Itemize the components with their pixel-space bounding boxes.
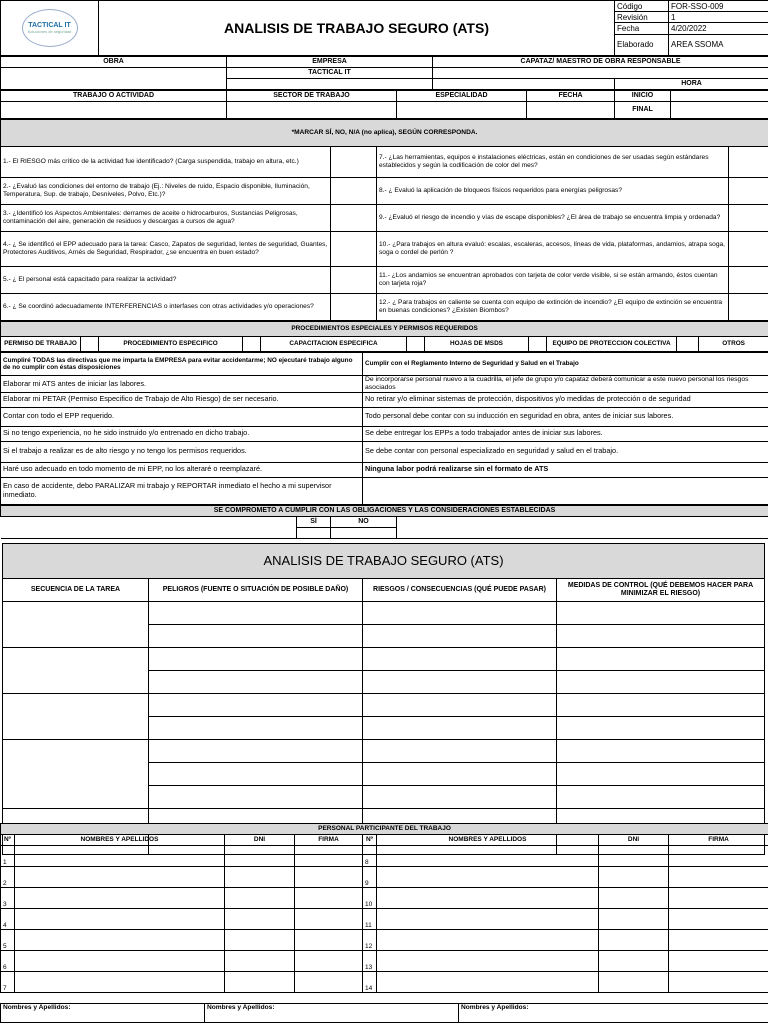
dni-field[interactable] xyxy=(599,930,669,951)
question-4: 4.- ¿ Se identificó el EPP adecuado para la tarea: Casco, Zapatos de seguridad, lentes de seguridad, Guantes, Protectores Auditivos, Arnés de Seguridad, Respirador, ¿se encuentra en buen estado? xyxy=(1,232,331,267)
peligro-cell[interactable] xyxy=(149,740,363,763)
answer-6[interactable] xyxy=(331,294,377,321)
form-title: ANALISIS DE TRABAJO SEGURO (ATS) xyxy=(99,1,615,56)
personal-table xyxy=(0,823,768,993)
nombre-field[interactable] xyxy=(15,867,225,888)
row-number: 7 xyxy=(1,972,15,993)
question-1: 1.- El RIESGO más crítico de la actividad fue identificado? (Carga suspendida, trabajo en altura, etc.) xyxy=(1,147,331,178)
firma-header: FIRMA xyxy=(295,835,363,846)
riesgo-cell[interactable] xyxy=(363,625,557,648)
medida-cell[interactable] xyxy=(557,763,765,786)
peligro-cell[interactable] xyxy=(149,694,363,717)
nombre-field[interactable] xyxy=(15,951,225,972)
personal-band: PERSONAL PARTICIPANTE DEL TRABAJO xyxy=(1,824,768,835)
firma-field[interactable] xyxy=(295,909,363,930)
sector-label: SECTOR DE TRABAJO xyxy=(227,91,397,102)
row-number: 11 xyxy=(363,909,377,930)
commit-spacer-left-2 xyxy=(1,527,297,538)
nombre-field[interactable] xyxy=(377,909,599,930)
peligro-cell[interactable] xyxy=(149,648,363,671)
dni-field[interactable] xyxy=(599,888,669,909)
answer-1[interactable] xyxy=(331,147,377,178)
nombres-header-right: NOMBRES Y APELLIDOS xyxy=(377,835,599,846)
commit-no-label: NO xyxy=(331,516,397,527)
medida-cell[interactable] xyxy=(557,786,765,809)
firma-field[interactable] xyxy=(669,867,768,888)
hora-label: HORA xyxy=(615,79,768,90)
dni-field[interactable] xyxy=(599,951,669,972)
peligro-cell[interactable] xyxy=(149,717,363,740)
row-number: 12 xyxy=(363,930,377,951)
commit-spacer-left xyxy=(1,516,297,527)
firma-field[interactable] xyxy=(295,846,363,867)
answer-3[interactable] xyxy=(331,205,377,232)
firma-field[interactable] xyxy=(295,951,363,972)
question-3: 3.- ¿Identificó los Aspectos Ambientales: derrames de aceite o hidrocarburos, Sustancias Peligrosas, contaminación del aire, generación de residuos y descargas a cursos de agua? xyxy=(1,205,331,232)
otros-label: OTROS xyxy=(699,337,768,352)
nombre-field[interactable] xyxy=(377,867,599,888)
medida-cell[interactable] xyxy=(557,625,765,648)
peligro-cell[interactable] xyxy=(149,671,363,694)
rule-right-3: No retirar y/o eliminar sistemas de protección, dispositivos y/o medidas de protección o de seguridad xyxy=(363,392,768,407)
inicio-label: INICIO xyxy=(615,91,671,102)
firma-header-right: FIRMA xyxy=(669,835,768,846)
answer-7[interactable] xyxy=(729,147,768,178)
peligros-header: PELIGROS (FUENTE O SITUACIÓN DE POSIBLE DAÑO) xyxy=(149,579,363,602)
riesgo-cell[interactable] xyxy=(363,763,557,786)
question-10: 10.- ¿Para trabajos en altura evaluó: escalas, escaleras, accesos, líneas de vida, plataformas, andamios, atrapa soga, soga o cordel de perlón ? xyxy=(377,232,729,267)
row-number: 10 xyxy=(363,888,377,909)
firma-field[interactable] xyxy=(669,888,768,909)
rule-right-6: Se debe contar con personal especializado en seguridad y salud en el trabajo. xyxy=(363,441,768,462)
question-6: 6.- ¿ Se coordinó adecuadamente INTERFERENCIAS o interfases con otras actividades y/o operaciones? xyxy=(1,294,331,321)
equipo-proteccion-label: EQUIPO DE PROTECCION COLECTIVA xyxy=(547,337,677,352)
tactical-it-logo xyxy=(22,9,78,47)
dni-field[interactable] xyxy=(225,888,295,909)
commit-spacer-right-2 xyxy=(397,527,768,538)
firma-field[interactable] xyxy=(669,972,768,993)
section-ats-analysis xyxy=(2,543,764,855)
question-8: 8.- ¿ Evaluó la aplicación de bloqueos físicos requeridos para energías peligrosas? xyxy=(377,178,729,205)
section-personal xyxy=(0,823,768,993)
revision-label: Revisión xyxy=(615,12,669,23)
peligro-cell[interactable] xyxy=(149,602,363,625)
empresa-label: EMPRESA xyxy=(227,57,433,68)
commit-no-check[interactable] xyxy=(331,527,397,538)
permiso-trabajo-label: PERMISO DE TRABAJO xyxy=(1,337,81,352)
especialidad-label: ESPECIALIDAD xyxy=(397,91,527,102)
rule-right-2: De incorporarse personal nuevo a la cuadrilla, el jefe de grupo y/o capataz deberá comunicar a este nuevo personal los riesgos asociados xyxy=(363,376,768,393)
row-number: 2 xyxy=(1,867,15,888)
obra-label: OBRA xyxy=(1,57,227,68)
rule-left-4: Contar con todo el EPP requerido. xyxy=(1,407,363,426)
medida-cell[interactable] xyxy=(557,648,765,671)
peligro-cell[interactable] xyxy=(149,786,363,809)
capacitacion-especifica-label: CAPACITACION ESPECIFICA xyxy=(261,337,407,352)
trabajo-field[interactable] xyxy=(1,102,227,119)
rule-left-3: Elaborar mi PETAR (Permiso Especifico de Trabajo de Alto Riesgo) de ser necesario. xyxy=(1,392,363,407)
row-number: 4 xyxy=(1,909,15,930)
nombre-field[interactable] xyxy=(377,888,599,909)
row-number: 5 xyxy=(1,930,15,951)
form-header xyxy=(0,0,768,56)
dni-field[interactable] xyxy=(225,867,295,888)
dni-field[interactable] xyxy=(599,867,669,888)
row-number: 6 xyxy=(1,951,15,972)
firma-field[interactable] xyxy=(669,909,768,930)
nombre-field[interactable] xyxy=(377,930,599,951)
answer-2[interactable] xyxy=(331,178,377,205)
answer-12[interactable] xyxy=(729,294,768,321)
final-label: FINAL xyxy=(615,102,671,119)
secuencia-header: SECUENCIA DE LA TAREA xyxy=(3,579,149,602)
commit-table xyxy=(0,505,768,539)
answer-11[interactable] xyxy=(729,267,768,294)
secuencia-cell[interactable] xyxy=(3,602,149,648)
rule-right-1: Cumplir con el Reglamento Interno de Seguridad y Salud en el Trabajo xyxy=(363,353,768,376)
codigo-label: Código xyxy=(615,1,669,12)
codigo-value: FOR-SSO-009 xyxy=(669,1,768,12)
capataz-field[interactable] xyxy=(433,68,768,79)
logo-subtext: Soluciones de seguridad xyxy=(27,28,72,34)
dni-field[interactable] xyxy=(225,909,295,930)
answer-8[interactable] xyxy=(729,178,768,205)
rule-right-7: Ninguna labor podrá realizarse sin el formato de ATS xyxy=(363,462,768,477)
nombre-field[interactable] xyxy=(15,846,225,867)
nombre-field[interactable] xyxy=(15,909,225,930)
answer-4[interactable] xyxy=(331,232,377,267)
section-general xyxy=(0,56,768,539)
question-11: 11.- ¿Los andamios se encuentran aprobados con tarjeta de color verde visible, si se están armando, éstos cuentan con tarjeta roja? xyxy=(377,267,729,294)
rule-left-5: Si no tengo experiencia, no he sido instruido y/o entrenado en dicho trabajo. xyxy=(1,426,363,441)
ats-analysis-table xyxy=(2,543,765,855)
riesgo-cell[interactable] xyxy=(363,740,557,763)
firma-field[interactable] xyxy=(295,972,363,993)
revision-value: 1 xyxy=(669,12,768,23)
inicio-field[interactable] xyxy=(671,91,768,102)
sector-field[interactable] xyxy=(227,102,397,119)
secuencia-cell[interactable] xyxy=(3,648,149,694)
row-number: 1 xyxy=(1,846,15,867)
riesgo-cell[interactable] xyxy=(363,694,557,717)
commit-si-label: SÍ xyxy=(297,516,331,527)
empresa-field[interactable] xyxy=(227,79,433,90)
nombre-field[interactable] xyxy=(377,951,599,972)
capataz-field-2[interactable] xyxy=(433,79,615,90)
equipo-proteccion-check[interactable] xyxy=(677,337,699,352)
rule-left-2: Elaborar mi ATS antes de iniciar las labores. xyxy=(1,376,363,393)
row-number: 14 xyxy=(363,972,377,993)
dni-field[interactable] xyxy=(599,846,669,867)
firma-field[interactable] xyxy=(669,846,768,867)
fecha-field[interactable] xyxy=(527,102,615,119)
nombre-field[interactable] xyxy=(15,972,225,993)
medida-cell[interactable] xyxy=(557,694,765,717)
rules-table xyxy=(0,352,768,505)
riesgos-header: RIESGOS / CONSECUENCIAS (QUÉ PUEDE PASAR) xyxy=(363,579,557,602)
riesgo-cell[interactable] xyxy=(363,648,557,671)
hojas-msds-check[interactable] xyxy=(529,337,547,352)
questions-table xyxy=(0,119,768,321)
num-header-right: Nº xyxy=(363,835,377,846)
row-number: 3 xyxy=(1,888,15,909)
trabajo-label: TRABAJO O ACTIVIDAD xyxy=(1,91,227,102)
signature-footer xyxy=(0,1003,768,1023)
capacitacion-especifica-check[interactable] xyxy=(407,337,425,352)
dni-field[interactable] xyxy=(225,846,295,867)
nombre-field[interactable] xyxy=(377,846,599,867)
procedures-band: PROCEDIMIENTOS ESPECIALES Y PERMISOS REQUERIDOS xyxy=(1,322,768,337)
nombres-header: NOMBRES Y APELLIDOS xyxy=(15,835,225,846)
dni-field[interactable] xyxy=(599,972,669,993)
answer-5[interactable] xyxy=(331,267,377,294)
procedures-table xyxy=(0,321,768,352)
procedimiento-especifico-label: PROCEDIMIENTO ESPECIFICO xyxy=(99,337,243,352)
firma-field[interactable] xyxy=(295,930,363,951)
medida-cell[interactable] xyxy=(557,671,765,694)
row-number: 8 xyxy=(363,846,377,867)
hojas-msds-label: HOJAS DE MSDS xyxy=(425,337,529,352)
riesgo-cell[interactable] xyxy=(363,786,557,809)
medida-cell[interactable] xyxy=(557,740,765,763)
info-table xyxy=(0,56,768,90)
activity-table xyxy=(0,90,768,119)
dni-field[interactable] xyxy=(225,972,295,993)
nombre-field[interactable] xyxy=(377,972,599,993)
rule-left-7: Haré uso adecuado en todo momento de mi EPP, no los alteraré o reemplazaré. xyxy=(1,462,363,477)
nombre-field[interactable] xyxy=(15,930,225,951)
firma-field[interactable] xyxy=(295,888,363,909)
especialidad-field[interactable] xyxy=(397,102,527,119)
question-12: 12.- ¿ Para trabajos en caliente se cuenta con equipo de extinción de incendio? ¿El equipo de extinción se encuentra en buenas condiciones? ¿Existen Biombos? xyxy=(377,294,729,321)
final-field[interactable] xyxy=(671,102,768,119)
empresa-value: TACTICAL IT xyxy=(227,68,433,79)
firma-field[interactable] xyxy=(669,951,768,972)
riesgo-cell[interactable] xyxy=(363,602,557,625)
rule-right-8-empty xyxy=(363,477,768,504)
row-number: 13 xyxy=(363,951,377,972)
nombre-field[interactable] xyxy=(15,888,225,909)
question-5: 5.- ¿ El personal está capacitado para realizar la actividad? xyxy=(1,267,331,294)
rule-left-1: Cumpliré TODAS las directivas que me imparta la EMPRESA para evitar accidentarme; NO ejecutaré trabajo alguno de no cumplir con éstas disposiciones xyxy=(1,353,363,376)
peligro-cell[interactable] xyxy=(149,625,363,648)
permiso-trabajo-check[interactable] xyxy=(81,337,99,352)
dni-header: DNI xyxy=(225,835,295,846)
fecha-label: Fecha xyxy=(615,23,669,34)
medida-cell[interactable] xyxy=(557,717,765,740)
question-2: 2.- ¿Evaluó las condiciones del entorno de trabajo (Ej.: Niveles de ruido, Espacio disponible, Iluminación, Temperatura, Sup. de trabajo, Desniveles, Polvo, Etc.)? xyxy=(1,178,331,205)
medida-cell[interactable] xyxy=(557,602,765,625)
medidas-header: MEDIDAS DE CONTROL (QUÉ DEBEMOS HACER PARA MINIMIZAR EL RIESGO) xyxy=(557,579,765,602)
num-header: Nº xyxy=(1,835,15,846)
elaborado-label: Elaborado xyxy=(615,34,669,55)
logo-text: TACTICAL IT xyxy=(28,21,71,29)
obra-field[interactable] xyxy=(1,68,227,90)
signature-name-2: Nombres y Apellidos: xyxy=(205,1004,459,1023)
rule-left-6: Si el trabajo a realizar es de alto riesgo y no tengo los permisos requeridos. xyxy=(1,441,363,462)
signature-name-1: Nombres y Apellidos: xyxy=(1,1004,205,1023)
logo-cell xyxy=(1,1,99,56)
commit-spacer-right xyxy=(397,516,768,527)
dni-field[interactable] xyxy=(225,951,295,972)
dni-field[interactable] xyxy=(225,930,295,951)
rule-right-4: Todo personal debe contar con su inducción en seguridad en obra, antes de iniciar sus labores. xyxy=(363,407,768,426)
dni-field[interactable] xyxy=(599,909,669,930)
firma-field[interactable] xyxy=(295,867,363,888)
elaborado-value: AREA SSOMA xyxy=(669,34,768,55)
answer-9[interactable] xyxy=(729,205,768,232)
fecha-col-label: FECHA xyxy=(527,91,615,102)
question-7: 7.- ¿Las herramientas, equipos e instalaciones eléctricas, están en condiciones de ser usadas según estándares establecidos y según la codificación de color del mes? xyxy=(377,147,729,178)
answer-10[interactable] xyxy=(729,232,768,267)
row-number: 9 xyxy=(363,867,377,888)
rule-right-5: Se debe entregar los EPPs a todo trabajador antes de iniciar sus labores. xyxy=(363,426,768,441)
question-9: 9.- ¿Evaluó el riesgo de incendio y vías de escape disponibles? ¿El área de trabajo se encuentra limpia y ordenada? xyxy=(377,205,729,232)
riesgo-cell[interactable] xyxy=(363,717,557,740)
commit-si-check[interactable] xyxy=(297,527,331,538)
peligro-cell[interactable] xyxy=(149,763,363,786)
firma-field[interactable] xyxy=(669,930,768,951)
dni-header-right: DNI xyxy=(599,835,669,846)
riesgo-cell[interactable] xyxy=(363,671,557,694)
secuencia-cell[interactable] xyxy=(3,694,149,740)
questions-band: *MARCAR SÍ, NO, N/A (no aplica), SEGÚN CORRESPONDA. xyxy=(1,120,768,147)
secuencia-cell[interactable] xyxy=(3,740,149,809)
procedimiento-especifico-check[interactable] xyxy=(243,337,261,352)
ats-analysis-title: ANALISIS DE TRABAJO SEGURO (ATS) xyxy=(3,544,765,579)
fecha-value: 4/20/2022 xyxy=(669,23,768,34)
signature-name-3: Nombres y Apellidos: xyxy=(459,1004,768,1023)
commit-band: SE COMPROMETO A CUMPLIR CON LAS OBLIGACIONES Y LAS CONSIDERACIONES ESTABLECIDAS xyxy=(1,505,768,516)
rule-left-8: En caso de accidente, debo PARALIZAR mi trabajo y REPORTAR inmediato el hecho a mi supervisor inmediato. xyxy=(1,477,363,504)
capataz-label: CAPATAZ/ MAESTRO DE OBRA RESPONSABLE xyxy=(433,57,768,68)
